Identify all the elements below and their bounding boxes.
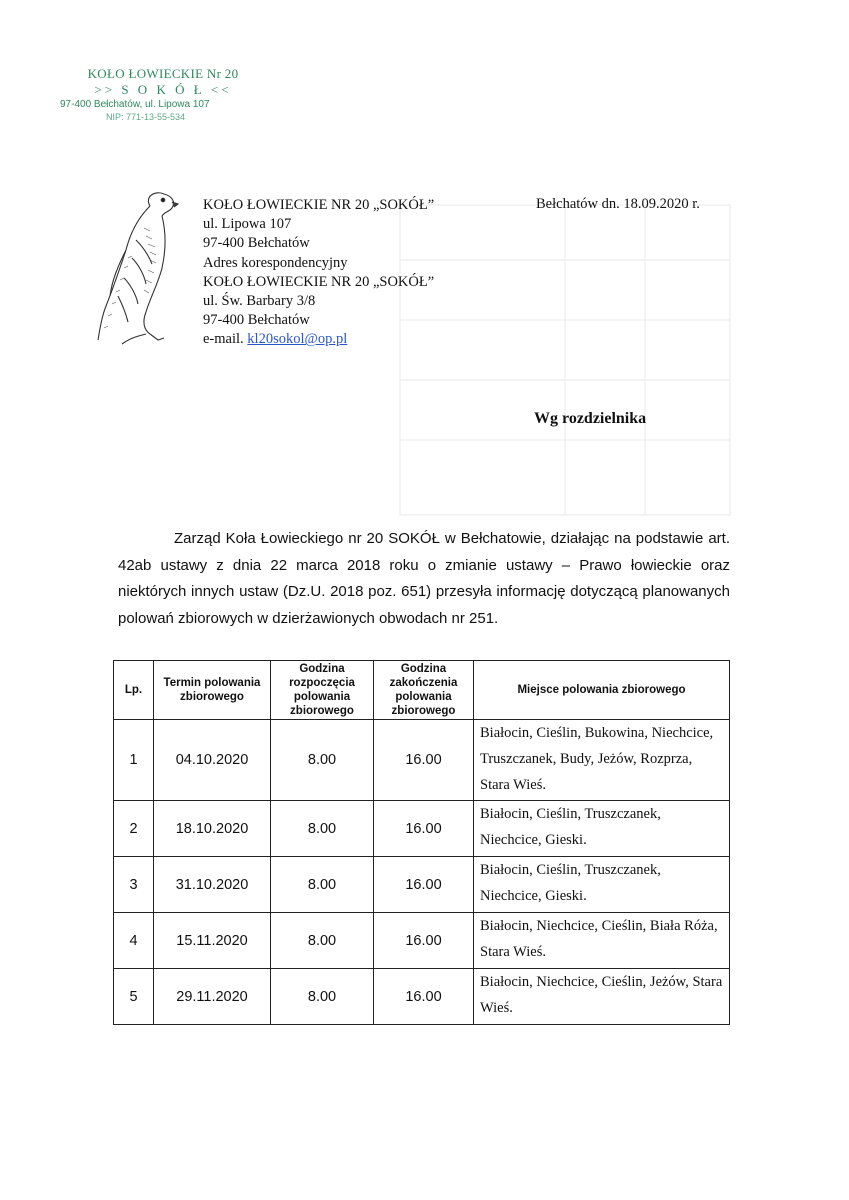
header-date: Termin polowania zbiorowego xyxy=(154,661,271,720)
email-line xyxy=(203,330,434,349)
cell-place: Białocin, Cieślin, Truszczanek, Niechcice, Gieski. xyxy=(474,857,730,913)
cell-lp: 4 xyxy=(114,913,154,969)
cell-lp: 2 xyxy=(114,801,154,857)
sender-name: KOŁO ŁOWIECKIE NR 20 „SOKÓŁ” xyxy=(203,197,435,213)
cell-place: Białocin, Niechcice, Cieślin, Jeżów, Stara Wieś. xyxy=(474,969,730,1025)
cell-end: 16.00 xyxy=(374,913,474,969)
cell-lp: 5 xyxy=(114,969,154,1025)
table-row xyxy=(114,857,730,913)
cell-date: 31.10.2020 xyxy=(154,857,271,913)
correspondence-street: ul. Św. Barbary 3/8 xyxy=(203,293,316,310)
stamp-club-nickname: >> S O K Ó Ł << xyxy=(94,82,232,97)
hunt-schedule-table xyxy=(113,660,730,1025)
header-end-time: Godzina zakończenia polowania zbiorowego xyxy=(374,661,474,720)
cell-place: Białocin, Cieślin, Bukowina, Niechcice, Truszczanek, Budy, Jeżów, Rozprza, Stara Wieś. xyxy=(474,720,730,801)
bleed-through-table xyxy=(395,200,735,530)
cell-start: 8.00 xyxy=(271,857,374,913)
correspondence-name: KOŁO ŁOWIECKIE NR 20 „SOKÓŁ” xyxy=(203,273,435,290)
stamp-nip: NIP: 771-13-55-534 xyxy=(106,112,186,122)
email-label: e-mail. xyxy=(203,331,244,348)
cell-start: 8.00 xyxy=(271,969,374,1025)
table-row xyxy=(114,969,730,1025)
cell-end: 16.00 xyxy=(374,801,474,857)
sender-city: 97-400 Bełchatów xyxy=(203,235,310,252)
cell-start: 8.00 xyxy=(271,913,374,969)
falcon-logo xyxy=(92,188,198,348)
cell-date: 18.10.2020 xyxy=(154,801,271,857)
sender-street: ul. Lipowa 107 xyxy=(203,216,292,233)
correspondence-city: 97-400 Bełchatów xyxy=(203,312,310,329)
letter-date: Bełchatów dn. 18.09.2020 r. xyxy=(536,196,700,212)
correspondence-heading: Adres korespondencyjny xyxy=(203,254,348,271)
sender-address-block xyxy=(203,196,434,350)
stamp-address: 97-400 Bełchatów, ul. Lipowa 107 xyxy=(60,99,210,110)
table-row xyxy=(114,913,730,969)
cell-date: 15.11.2020 xyxy=(154,913,271,969)
cell-start: 8.00 xyxy=(271,720,374,801)
cell-place: Białocin, Niechcice, Cieślin, Biała Róża, Stara Wieś. xyxy=(474,913,730,969)
cell-lp: 3 xyxy=(114,857,154,913)
header-start-time: Godzina rozpoczęcia polowania zbiorowego xyxy=(271,661,374,720)
cell-end: 16.00 xyxy=(374,857,474,913)
table-row xyxy=(114,720,730,801)
cell-end: 16.00 xyxy=(374,720,474,801)
cell-date: 04.10.2020 xyxy=(154,720,271,801)
cell-place: Białocin, Cieślin, Truszczanek, Niechcice, Gieski. xyxy=(474,801,730,857)
table-header-row xyxy=(114,661,730,720)
table-row xyxy=(114,801,730,857)
stamp-club-name: KOŁO ŁOWIECKIE Nr 20 xyxy=(87,66,239,81)
addressee: Wg rozdzielnika xyxy=(534,410,647,427)
club-stamp xyxy=(58,66,268,123)
header-lp: Lp. xyxy=(114,661,154,720)
header-place: Miejsce polowania zbiorowego xyxy=(474,661,730,720)
cell-lp: 1 xyxy=(114,720,154,801)
letter-body: Zarząd Koła Łowieckiego nr 20 SOKÓŁ w Bełchatowie, działając na podstawie art. 42ab ustawy z dnia 22 marca 2018 roku o zmianie ustawy – Prawo łowieckie oraz niektórych innych ustaw (Dz.U. 2018 poz. 651) przesyła informację dotyczącą planowanych polowań zbiorowych w dzierżawionych obwodach nr 251. xyxy=(118,530,730,627)
cell-end: 16.00 xyxy=(374,969,474,1025)
cell-start: 8.00 xyxy=(271,801,374,857)
cell-date: 29.11.2020 xyxy=(154,969,271,1025)
email-link[interactable]: kl20sokol@op.pl xyxy=(247,331,348,348)
